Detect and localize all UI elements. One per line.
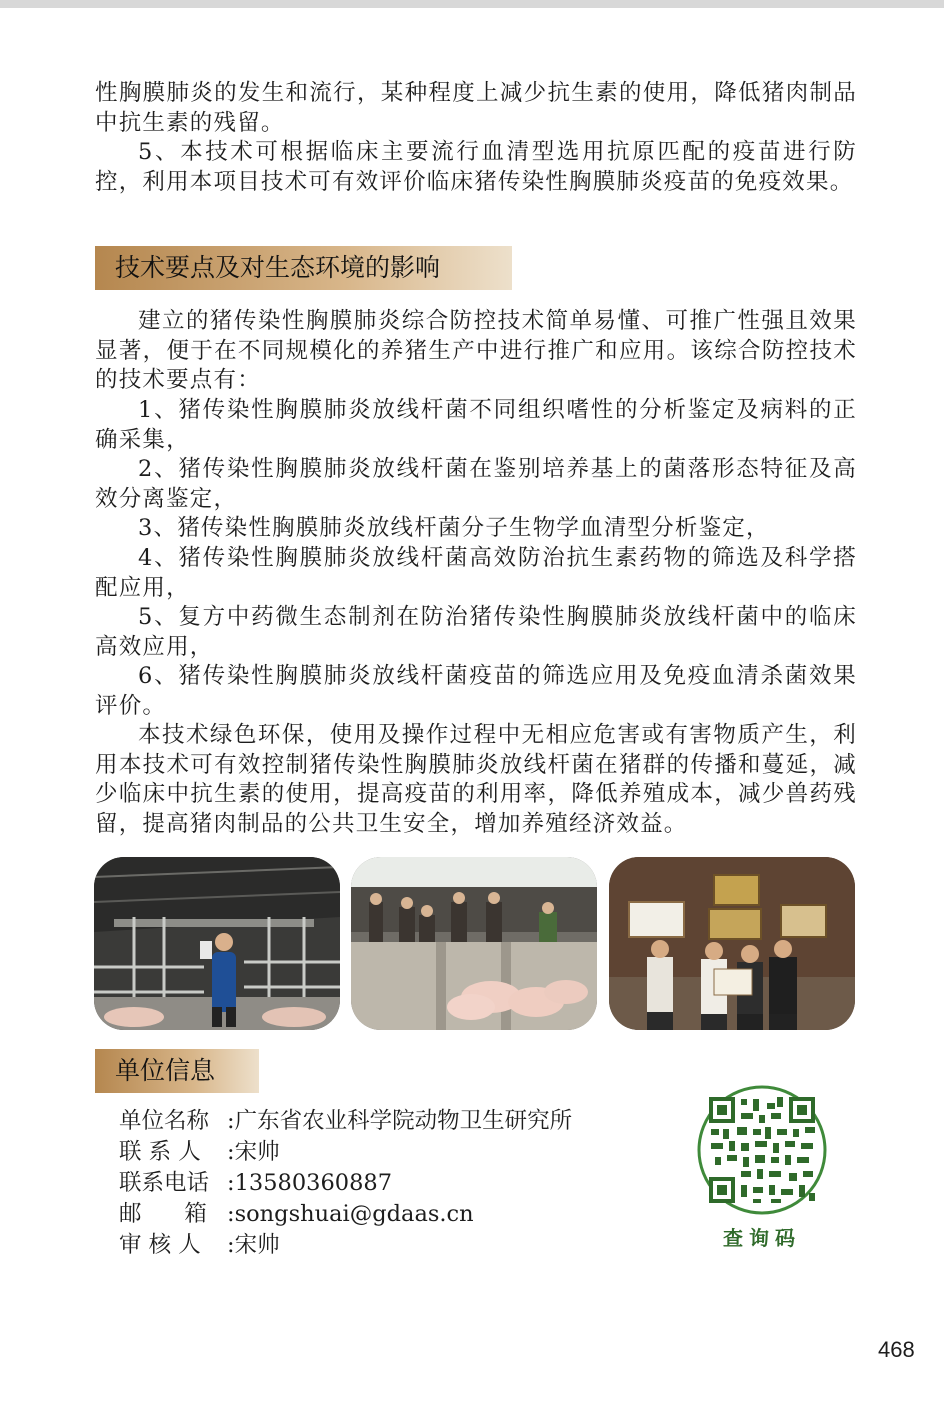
colon: : xyxy=(227,1139,235,1165)
tech-lead-paragraph: 建立的猪传染性胸膜肺炎综合防控技术简单易懂、可推广性强且效果显著，便于在不同规模化的养猪生产中进行推广和应用。该综合防控技术的技术要点有： xyxy=(95,308,857,393)
reviewer-value: 宋帅 xyxy=(234,1232,280,1258)
unit-info-row-reviewer xyxy=(119,1230,679,1261)
qr-code-label: 查询码 xyxy=(723,1226,801,1250)
photo-group-plaque xyxy=(609,857,855,1030)
colon: : xyxy=(227,1170,235,1196)
qr-code[interactable] xyxy=(697,1085,827,1215)
phone-label: 联系电话 xyxy=(119,1170,210,1196)
tech-point-3: 3、猪传染性胸膜肺炎放线杆菌分子生物学血清型分析鉴定， xyxy=(138,515,770,541)
intro-paragraph-2: 5、本技术可根据临床主要流行血清型选用抗原匹配的疫苗进行防控，利用本项目技术可有效评价临床猪传染性胸膜肺炎疫苗的免疫效果。 xyxy=(95,139,857,195)
tech-point-2: 2、猪传染性胸膜肺炎放线杆菌在鉴别培养基上的菌落形态特征及高效分离鉴定， xyxy=(95,456,857,512)
tech-point-1: 1、猪传染性胸膜肺炎放线杆菌不同组织嗜性的分析鉴定及病料的正确采集， xyxy=(95,397,857,453)
email-value: songshuai@gdaas.cn xyxy=(234,1201,474,1227)
tech-point-6: 6、猪传染性胸膜肺炎放线杆菌疫苗的筛选应用及免疫血清杀菌效果评价。 xyxy=(95,663,857,719)
reviewer-label: 审 核 人 xyxy=(119,1232,201,1258)
intro-paragraph-1: 性胸膜肺炎的发生和流行，某种程度上减少抗生素的使用，降低猪肉制品中抗生素的残留。 xyxy=(95,80,857,136)
section-heading-unit: 单位信息 xyxy=(95,1049,259,1093)
unit-info-row-name xyxy=(119,1106,679,1137)
contact-value: 宋帅 xyxy=(234,1139,280,1165)
unit-name-value: 广东省农业科学院动物卫生研究所 xyxy=(234,1108,573,1134)
colon: : xyxy=(227,1232,235,1258)
colon: : xyxy=(227,1201,235,1227)
page-number: 468 xyxy=(878,1337,915,1362)
unit-name-label: 单位名称 xyxy=(119,1108,210,1134)
email-label: 邮 箱 xyxy=(119,1201,207,1227)
photo-visitors-piglets xyxy=(351,857,597,1030)
tech-closing-paragraph: 本技术绿色环保，使用及操作过程中无相应危害或有害物质产生，利用本技术可有效控制猪传染性胸膜肺炎放线杆菌在猪群的传播和蔓延，减少临床中抗生素的使用，提高疫苗的利用率，降低养殖成本，减少兽药残留，提高猪肉制品的公共卫生安全，增加养殖经济效益。 xyxy=(95,722,857,837)
phone-value: 13580360887 xyxy=(234,1170,393,1196)
contact-label: 联 系 人 xyxy=(119,1139,201,1165)
tech-point-5: 5、复方中药微生态制剂在防治猪传染性胸膜肺炎放线杆菌中的临床高效应用， xyxy=(95,604,857,660)
unit-info-row-contact xyxy=(119,1137,679,1168)
unit-info-row-phone xyxy=(119,1168,679,1199)
photo-barn-worker xyxy=(94,857,340,1030)
tech-point-4: 4、猪传染性胸膜肺炎放线杆菌高效防治抗生素药物的筛选及科学搭配应用， xyxy=(95,545,857,601)
unit-info-row-email xyxy=(119,1199,679,1230)
top-band xyxy=(0,0,944,8)
colon: : xyxy=(227,1108,235,1134)
section-heading-tech: 技术要点及对生态环境的影响 xyxy=(95,246,512,290)
